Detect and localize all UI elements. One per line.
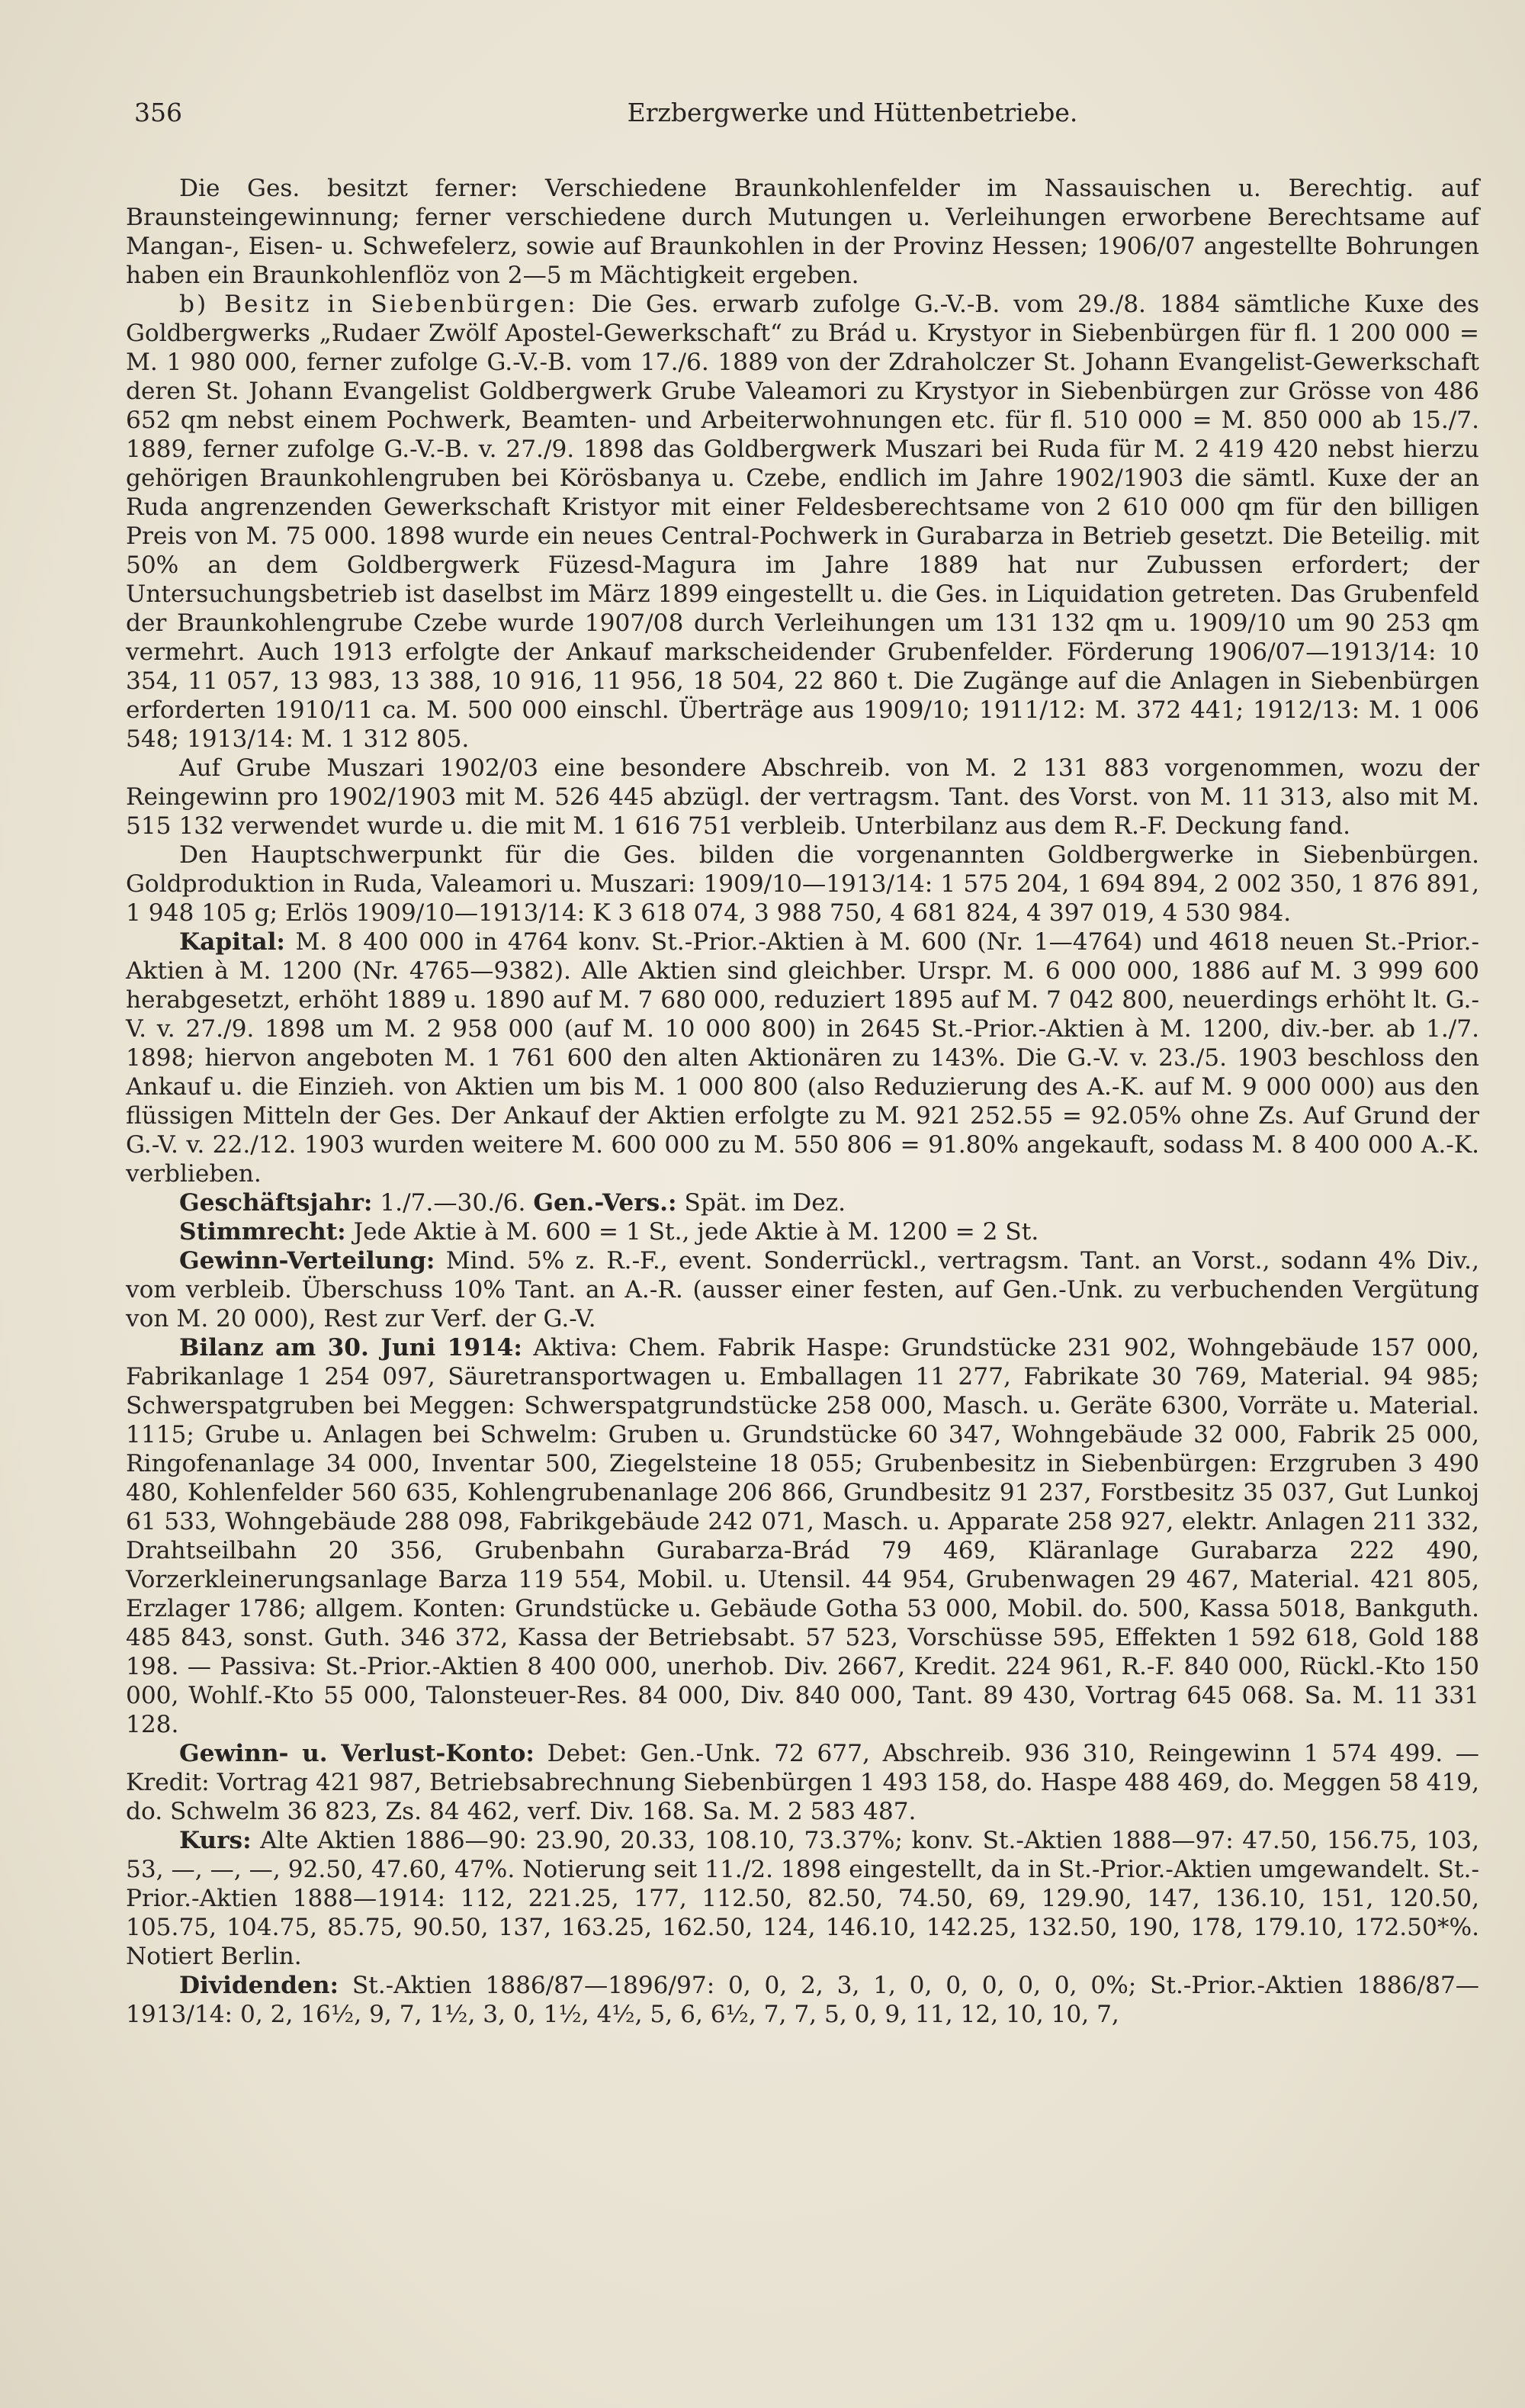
section-label: Gewinn- u. Verlust-Konto: [179, 1740, 535, 1767]
paragraph-stimmrecht: Stimmrecht: Jede Aktie à M. 600 = 1 St., jede Aktie à M. 1200 = 2 St. [179, 1218, 1039, 1246]
paragraph-geschaeftsjahr: Geschäftsjahr: 1./7.—30./6. Gen.-Vers.: Spät. im Dez. [179, 1189, 846, 1217]
section-label: Dividenden: [179, 1972, 339, 1999]
section-label: Geschäftsjahr: [179, 1189, 373, 1217]
paragraph-abschreibung: Auf Grube Muszari 1902/03 eine besondere Abschreib. von M. 2 131 883 vorgenommen, wozu der Reingewinn pro 1902/1903 mit M. 526 445 abzügl. der vertragsm. Tant. des Vorst. von M. 11 313, also mit M. 515 132 verwendet wurde u. die mit M. 1 616 751 verbleib. Unterbilanz aus dem R.-F. Deckung fand. [126, 754, 1479, 840]
page-header [134, 98, 1479, 136]
section-label: b) Besitz in Siebenbürgen: [179, 291, 578, 318]
section-label: Gewinn-Verteilung: [179, 1247, 435, 1275]
section-label: Stimmrecht: [179, 1218, 346, 1246]
paragraph-bilanz: Bilanz am 30. Juni 1914: Aktiva: Chem. Fabrik Haspe: Grundstücke 231 902, Wohngebäude 157 000, Fabrikanlage 1 254 097, Säuretransportwagen u. Emballagen 11 277, Fabrikate 30 769, Material. 94 985; Schwerspatgruben bei Meggen: Schwerspatgrundstücke 258 000, Masch. u. Geräte 6300, Vorräte u. Material. 1115; Grube u. Anlagen bei Schwelm: Gruben u. Grundstücke 60 347, Wohngebäude 32 000, Fabrik 25 000, Ringofenanlage 34 000, Inventar 500, Ziegelsteine 18 055; Grubenbesitz in Siebenbürgen: Erzgruben 3 490 480, Kohlenfelder 560 635, Kohlengrubenanlage 206 866, Grundbesitz 91 237, Forstbesitz 35 037, Gut Lunkoj 61 533, Wohngebäude 288 098, Fabrikgebäude 242 071, Masch. u. Apparate 258 927, elektr. Anlagen 211 332, Drahtseilbahn 20 356, Grubenbahn Gurabarza-Brád 79 469, Kläranlage Gurabarza 222 490, Vorzerkleinerungsanlage Barza 119 554, Mobil. u. Utensil. 44 954, Grubenwagen 29 467, Material. 421 805, Erzlager 1786; allgem. Konten: Grundstücke u. Gebäude Gotha 53 000, Mobil. do. 500, Kassa 5018, Bankguth. 485 843, sonst. Guth. 346 372, Kassa der Betriebsabt. 57 523, Vorschüsse 595, Effekten 1 592 618, Gold 188 198. — Passiva: St.-Prior.-Aktien 8 400 000, unerhob. Div. 2667, Kredit. 224 961, R.-F. 840 000, Rückl.-Kto 150 000, Wohlf.-Kto 55 000, Talonsteuer-Res. 84 000, Div. 840 000, Tant. 89 430, Vortrag 645 068. Sa. M. 11 331 128. [126, 1334, 1479, 1738]
section-label: Bilanz am 30. Juni 1914: [179, 1334, 522, 1362]
paragraph-gewinn-verteilung: Gewinn-Verteilung: Mind. 5% z. R.-F., event. Sonderrückl., vertragsm. Tant. an Vorst., sodann 4% Div., vom verbleib. Überschuss 10% Tant. an A.-R. (ausser einer festen, auf Gen.-Unk. zu verbuchenden Vergütung von M. 20 000), Rest zur Verf. der G.-V. [126, 1247, 1480, 1333]
section-label: Kapital: [179, 928, 285, 956]
page-body [126, 174, 1479, 2029]
paragraph-gewinn-verlust: Gewinn- u. Verlust-Konto: Debet: Gen.-Unk. 72 677, Abschreib. 936 310, Reingewinn 1 574 499. — Kredit: Vortrag 421 987, Betriebsabrechnung Siebenbürgen 1 493 158, do. Haspe 488 469, do. Meggen 58 419, do. Schwelm 36 823, Zs. 84 462, verf. Div. 168. Sa. M. 2 583 487. [126, 1740, 1479, 1825]
paragraph-kapital: Kapital: M. 8 400 000 in 4764 konv. St.-Prior.-Aktien à M. 600 (Nr. 1—4764) und 4618 neuen St.-Prior.-Aktien à M. 1200 (Nr. 4765—9382). Alle Aktien sind gleichber. Urspr. M. 6 000 000, 1886 auf M. 3 999 600 herabgesetzt, erhöht 1889 u. 1890 auf M. 7 680 000, reduziert 1895 auf M. 7 042 800, neuerdings erhöht lt. G.-V. v. 27./9. 1898 um M. 2 958 000 (auf M. 10 000 800) in 2645 St.-Prior.-Aktien à M. 1200, div.-ber. ab 1./7. 1898; hiervon angeboten M. 1 761 600 den alten Aktionären zu 143%. Die G.-V. v. 23./5. 1903 beschloss den Ankauf u. die Einzieh. von Aktien um bis M. 1 000 800 (also Reduzierung des A.-K. auf M. 9 000 000) aus den flüssigen Mitteln der Ges. Der Ankauf der Aktien erfolgte zu M. 921 252.55 = 92.05% ohne Zs. Auf Grund der G.-V. v. 22./12. 1903 wurden weitere M. 600 000 zu M. 550 806 = 91.80% angekauft, sodass M. 8 400 000 A.-K. verblieben. [126, 928, 1479, 1188]
paragraph-besitz-siebenbuergen: b) Besitz in Siebenbürgen: Die Ges. erwarb zufolge G.-V.-B. vom 29./8. 1884 sämtliche Kuxe des Goldbergwerks „Rudaer Zwölf Apostel-Gewerkschaft“ zu Brád u. Krystyor in Siebenbürgen für fl. 1 200 000 = M. 1 980 000, ferner zufolge G.-V.-B. vom 17./6. 1889 von der Zdraholczer St. Johann Evangelist-Gewerkschaft deren St. Johann Evangelist Goldbergwerk Grube Valeamori zu Krystyor in Siebenbürgen zur Grösse von 486 652 qm nebst einem Pochwerk, Beamten- und Arbeiterwohnungen etc. für fl. 510 000 = M. 850 000 ab 15./7. 1889, ferner zufolge G.-V.-B. v. 27./9. 1898 das Goldbergwerk Muszari bei Ruda für M. 2 419 420 nebst hierzu gehörigen Braunkohlengruben bei Körösbanya u. Czebe, endlich im Jahre 1902/1903 die sämtl. Kuxe der an Ruda angrenzenden Gewerkschaft Kristyor mit einer Feldesberechtsame von 2 610 000 qm für den billigen Preis von M. 75 000. 1898 wurde ein neues Central-Pochwerk in Gurabarza in Betrieb gesetzt. Die Beteilig. mit 50% an dem Goldbergwerk Füzesd-Magura im Jahre 1889 hat nur Zubussen erfordert; der Untersuchungsbetrieb ist daselbst im März 1899 eingestellt u. die Ges. in Liquidation getreten. Das Grubenfeld der Braunkohlengrube Czebe wurde 1907/08 durch Verleihungen um 131 132 qm u. 1909/10 um 90 253 qm vermehrt. Auch 1913 erfolgte der Ankauf markscheidender Grubenfelder. Förderung 1906/07—1913/14: 10 354, 11 057, 13 983, 13 388, 10 916, 11 956, 18 504, 22 860 t. Die Zugänge auf die Anlagen in Siebenbürgen erforderten 1910/11 ca. M. 500 000 einschl. Überträge aus 1909/10; 1911/12: M. 372 441; 1912/13: M. 1 006 548; 1913/14: M. 1 312 805. [126, 291, 1479, 753]
section-label: Kurs: [179, 1827, 252, 1854]
paragraph-dividenden: Dividenden: St.-Aktien 1886/87—1896/97: 0, 0, 2, 3, 1, 0, 0, 0, 0, 0, 0%; St.-Prior.-Aktien 1886/87—1913/14: 0, 2, 16½, 9, 7, 1½, 3, 0, 1½, 4½, 5, 6, 6½, 7, 7, 5, 0, 9, 11, 12, 10, 10, 7, [126, 1972, 1479, 2028]
paragraph-goldproduktion: Den Hauptschwerpunkt für die Ges. bilden die vorgenannten Goldbergwerke in Siebenbürgen. Goldproduktion in Ruda, Valeamori u. Muszari: 1909/10—1913/14: 1 575 204, 1 694 894, 2 002 350, 1 876 891, 1 948 105 g; Erlös 1909/10—1913/14: K 3 618 074, 3 988 750, 4 681 824, 4 397 019, 4 530 984. [126, 841, 1479, 927]
page-number: 356 [134, 98, 182, 127]
section-label: Gen.-Vers.: [533, 1189, 677, 1217]
running-title: Erzbergwerke und Hüttenbetriebe. [627, 98, 1078, 127]
paragraph-besitz-nassau: Die Ges. besitzt ferner: Verschiedene Braunkohlenfelder im Nassauischen u. Berechtig. auf Braunsteingewinnung; ferner verschiedene durch Mutungen u. Verleihungen erworbene Berechtsame auf Mangan-, Eisen- u. Schwefelerz, sowie auf Braunkohlen in der Provinz Hessen; 1906/07 angestellte Bohrungen haben ein Braunkohlenflöz von 2—5 m Mächtigkeit ergeben. [126, 175, 1479, 289]
paragraph-kurs: Kurs: Alte Aktien 1886—90: 23.90, 20.33, 108.10, 73.37%; konv. St.-Aktien 1888—97: 47.50, 156.75, 103, 53, —, —, —, 92.50, 47.60, 47%. Notierung seit 11./2. 1898 eingestellt, da in St.-Prior.-Aktien umgewandelt. St.-Prior.-Aktien 1888—1914: 112, 221.25, 177, 112.50, 82.50, 74.50, 69, 129.90, 147, 136.10, 151, 120.50, 105.75, 104.75, 85.75, 90.50, 137, 163.25, 162.50, 124, 146.10, 142.25, 132.50, 190, 178, 179.10, 172.50*%. Notiert Berlin. [126, 1827, 1479, 1970]
